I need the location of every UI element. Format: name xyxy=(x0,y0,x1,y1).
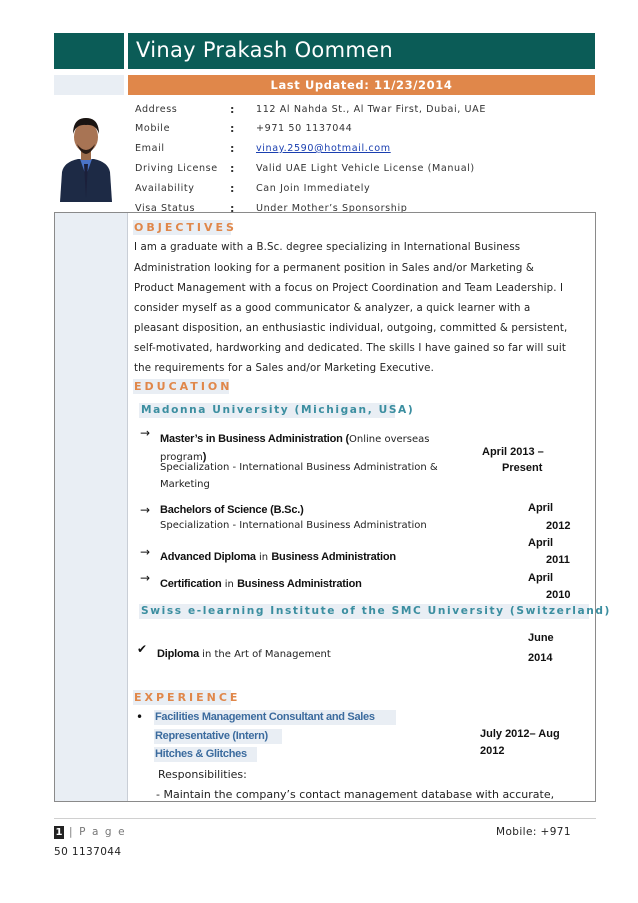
masters-date: April 2013 – xyxy=(482,446,544,458)
certification-in: in xyxy=(221,579,238,590)
mobile-value: +971 50 1137044 xyxy=(256,123,353,134)
page-number: 1 xyxy=(55,827,63,838)
diploma-title: Diploma xyxy=(157,648,199,660)
experience-heading: EXPERIENCE xyxy=(134,691,241,704)
diploma-date-cont: 2014 xyxy=(528,652,553,664)
masters-mode-cont: program xyxy=(160,452,203,463)
masters-title: Master’s in Business Administration ( xyxy=(160,433,350,445)
email-link[interactable]: vinay.2590@hotmail.com xyxy=(256,143,391,154)
experience-role: Facilities Management Consultant and Sales xyxy=(155,711,375,723)
diploma-subject: in the Art of Management xyxy=(199,649,331,660)
responsibility-item: - Maintain the company’s contact management database with accurate, xyxy=(156,788,555,801)
experience-role-cont: Representative (Intern) xyxy=(155,730,268,742)
availability-label: Availability xyxy=(135,183,195,194)
advanced-diploma-title: Advanced Diploma xyxy=(160,551,256,563)
objective-line: Administration looking for a permanent position in Sales and/or Marketing & xyxy=(134,263,534,274)
arrow-icon: → xyxy=(140,503,151,517)
availability-value: Can Join Immediately xyxy=(256,183,371,194)
colon: : xyxy=(230,103,235,116)
advanced-diploma-subject: Business Administration xyxy=(271,551,396,563)
email-value[interactable] xyxy=(256,143,391,154)
objective-line: consider myself as a good communicator & analyzer, a quick learner with a xyxy=(134,303,531,314)
arrow-icon: → xyxy=(140,545,151,559)
profile-photo xyxy=(56,106,116,202)
advanced-diploma-line xyxy=(160,545,396,564)
certification-date-cont: 2010 xyxy=(546,589,571,601)
arrow-icon: → xyxy=(140,571,151,585)
experience-date: July 2012– Aug xyxy=(480,728,560,740)
footer-mobile-cont: 50 1137044 xyxy=(54,846,122,858)
masters-line-1 xyxy=(160,427,429,446)
footer-mobile: Mobile: +971 xyxy=(496,826,571,838)
institution-madonna: Madonna University (Michigan, USA) xyxy=(141,404,415,416)
responsibilities-label: Responsibilities: xyxy=(158,768,247,781)
email-label: Email xyxy=(135,143,165,154)
bachelors-date: April xyxy=(528,502,554,514)
objective-line: self-motivated, hardworking and dedicated. The skills I have gained so far will suit xyxy=(134,343,567,354)
bachelors-date-cont: 2012 xyxy=(546,520,571,532)
masters-specialization: Specialization - International Business Administration & xyxy=(160,462,438,473)
visa-status-value: Under Mother’s Sponsorship xyxy=(256,203,408,214)
diploma-line xyxy=(157,642,331,661)
last-updated-text: Last Updated: 11/23/2014 xyxy=(270,78,453,92)
bachelors-title: Bachelors of Science (B.Sc.) xyxy=(160,504,304,516)
objective-line: pleasant disposition, an enthusiastic individual, outgoing, committed & persistent, xyxy=(134,323,568,334)
bullet-icon: • xyxy=(136,710,144,724)
certification-subject: Business Administration xyxy=(237,578,362,590)
advanced-diploma-in: in xyxy=(255,552,272,563)
page-label: | P a g e xyxy=(69,826,127,838)
institution-smc: Swiss e-learning Institute of the SMC University (Switzerland) xyxy=(141,605,611,617)
footer-divider xyxy=(54,818,596,819)
left-column-shade xyxy=(54,75,124,95)
certification-title: Certification xyxy=(160,578,222,590)
objective-line: I am a graduate with a B.Sc. degree specializing in International Business xyxy=(134,242,521,253)
driving-license-label: Driving License xyxy=(135,163,218,174)
masters-paren: ) xyxy=(202,451,207,463)
colon: : xyxy=(230,162,235,175)
advanced-diploma-date-cont: 2011 xyxy=(546,554,570,566)
address-label: Address xyxy=(135,104,178,115)
colon: : xyxy=(230,142,235,155)
address-value: 112 Al Nahda St., Al Twar First, Dubai, UAE xyxy=(256,104,486,115)
driving-license-value: Valid UAE Light Vehicle License (Manual) xyxy=(256,163,475,174)
education-heading: EDUCATION xyxy=(134,380,233,393)
bachelors-specialization: Specialization - International Business Administration xyxy=(160,520,427,531)
check-icon: ✔ xyxy=(137,642,148,656)
banner-divider xyxy=(124,33,128,69)
objective-line: the requirements for a Sales and/or Marketing Executive. xyxy=(134,363,434,374)
diploma-date: June xyxy=(528,632,554,644)
certification-date: April xyxy=(528,572,554,584)
arrow-icon: → xyxy=(140,426,151,440)
certification-line xyxy=(160,572,362,591)
advanced-diploma-date: April xyxy=(528,537,554,549)
masters-specialization-cont: Marketing xyxy=(160,479,210,490)
masters-date-cont: Present xyxy=(502,462,543,474)
masters-mode: Online overseas xyxy=(349,434,430,445)
candidate-name: Vinay Prakash Oommen xyxy=(136,38,393,62)
mobile-label: Mobile xyxy=(135,123,171,134)
objectives-heading: OBJECTIVES xyxy=(134,221,237,234)
experience-date-cont: 2012 xyxy=(480,745,505,757)
visa-status-label: Visa Status xyxy=(135,203,196,214)
objective-line: Product Management with a focus on Project Coordination and Team Leadership. I xyxy=(134,283,564,294)
colon: : xyxy=(230,202,235,215)
colon: : xyxy=(230,182,235,195)
experience-company: Hitches & Glitches xyxy=(155,748,247,760)
content-left-column xyxy=(55,213,128,801)
colon: : xyxy=(230,122,235,135)
